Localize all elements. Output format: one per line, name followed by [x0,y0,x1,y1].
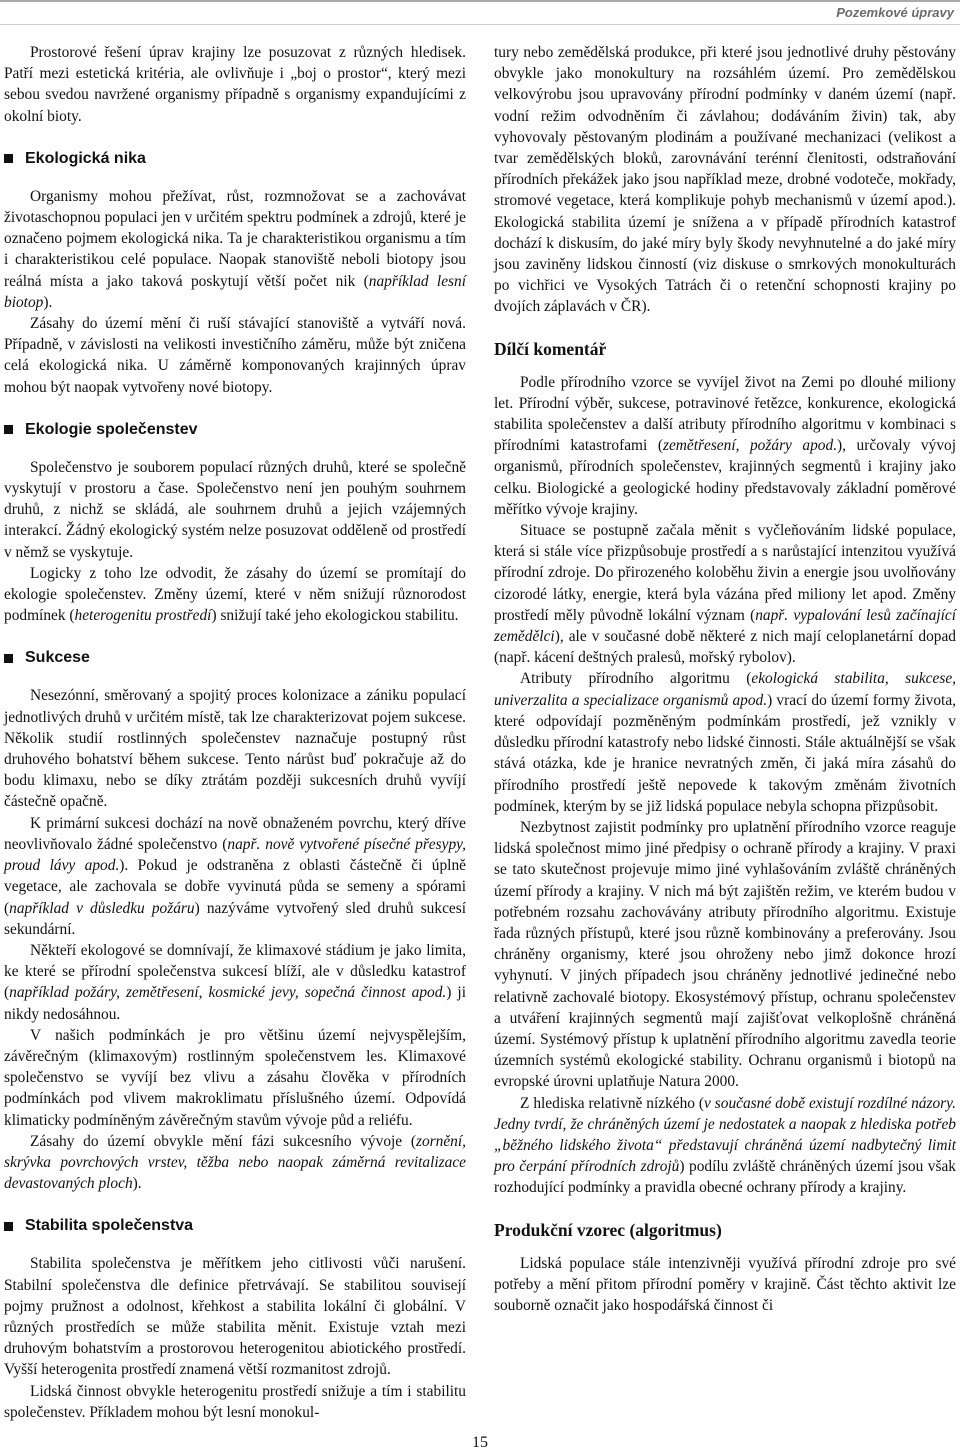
paragraph [4,186,466,313]
paragraph: Nezbytnost zajistit podmínky pro uplatnění přírodního vzorce reaguje lidská společnost mimo jiné předpisy o ochraně přírody a krajiny. V praxi se tato skutečnost projevuje mimo jiné vyhlašováním zvláště chráněných území přírody a krajiny. V nich má být zajištěn režim, ve kterém budou v potřebném rozsahu zachovávány atributy přírodního algoritmu. Existuje řada různých přístupů, které jsou různě kombinovány a preferovány. Jsou chráněny organismy, které jsou ohroženy nebo jimž dokonce hrozí vyhynutí. V jiných případech jsou chráněny jednotlivé jedinečné nebo relativně zachovalé biotopy. Ekosystémový přístup, ochranu společenstev a utváření krajinných segmentů mají zajišťovat velkoplošně chráněná území. Systémový přístup k uplatnění přírodního algoritmu zavedla teorie územních systémů ekologické stability. Ochranu organismů i biotopů na evropské úrovni uplatňuje Natura 2000. [494,818,956,1091]
text-run: Logicky z toho lze odvodit, že zásahy do území se promítají do ekologie společenstev. Změny území, které v něm snižují různorodost podmínek ( [4,564,466,625]
paragraph [494,668,956,816]
text-run: Podle přírodního vzorce se vyvíjel život na Zemi po dlouhé miliony let. Přírodní výběr, sukcese, potravinové řetězce, konkurence, ekologická stabilita společenstev a další atributy přírodního algoritmu v kombinaci s přírodními katastrofami ( [494,373,956,455]
page-number: 15 [472,1434,488,1451]
italic-run: např. vypalování lesů začínající zemědělci [494,606,956,646]
paragraph: Společenstvo je souborem populací různých druhů, které se společně vyskytují v prostoru a čase. Společenstvo není jen pouhým souhrnem druhů, z nichž se skládá, ale souhrnem druhů a jejich vzájemných interakcí. Žádný ekologický systém nelze posuzovat odděleně od prostředí v němž se vyskytuje. [4,458,466,561]
text-run: Někteří ekologové se domnívají, že klimaxové stádium je jako limita, ke které se přírodní společenstva sukcesí blíží, ale v důsledku katastrof ( [4,941,466,1002]
text-run: Situace se postupně začala měnit s vyčleňováním lidské populace, která si stále více přizpůsobuje prostředí a s narůstající intenzitou využívá přírodní zdroje. Do přirozeného koloběhu živin a energie jsou uvolňovány cizorodé látky, energie, která byla vázána před miliony let apod. Změny prostředí měly původně lokální význam ( [494,522,956,624]
paragraph: V našich podmínkách je pro většinu území nejvyspělejším, závěrečným (klimaxovým) rostlinným společenstvem les. Klimaxové společenstvo se vyvíjí bez vlivu a zásahu člověka v přírodních podmínkách pod vlivem makroklimatu příslušného území. Odpovídá klimaticky podmíněným závěrečným stavům vývoje půd a reliéfu. [4,1026,466,1129]
text-run: ). Pokud je odstraněna z oblasti částečně či úplně vegetace, ale zachovala se dobře vyvinutá půda se semeny a spórami ( [4,857,466,917]
square-bullet-icon [4,154,13,163]
paragraph [494,520,956,668]
section-title: Sukcese [25,649,90,667]
paragraph: Nesezónní, směrovaný a spojitý proces kolonizace a zániku populací jednotlivých druhů v určitém místě, tak lze charakterizovat pojem sukcese. Několik studií rostlinných společenstev naznačuje postupný růst druhového bohatství během sukcese. Tento nárůst buď pokračuje až do bodu klimaxu, nebo se díky ztrátám později sukcesních druhů vyvíjí částečně opačně. [4,687,466,811]
paragraph: Zásahy do území mění či ruší stávající stanoviště a vytváří nová. Případně, v závislosti na velikosti investičního záměru, může být zničena celá ekologická nika. U záměrně komponovaných krajinných úprav mohou být naopak vytvořeny nové biotopy. [4,315,466,396]
paragraph [4,563,466,627]
section-title: Stabilita společenstva [25,1217,194,1235]
text-run: ), ale v současné době některé z nich mají celoplanetární dopad (např. kácení deštných pralesů, mořský rybolov). [494,628,956,667]
paragraph: tury nebo zemědělská produkce, při které jsou jednotlivé druhy pěstovány obvykle jako monokultury na rozsáhlém území. Pro zemědělskou velkovýrobu jsou upravovány přírodní podmínky v daném území (např. vodní režim odvodněním či závlahou; dodáváním živin) tak, aby vyhovovaly pěstovaným plodinám a používané mechanizaci (velikost a tvar zemědělských bloků, zarovnávání terénní členitosti, odstraňování přírodních překážek jako jsou například meze, drobné vodoteče, mokřady, stromové vegetace, která komplikuje pohyb mechanismů v území apod.). Ekologická stabilita území je snížena a v případě přírodních katastrof dochází k diskusím, do jaké míry byly škody nevyhnutelné a do jaké míry jsou zaviněny lidskou činností (viz diskuse o smrkových monokulturách po vichřici ve Vysokých Tatrách či o retenční schopnosti krajiny po dvojích záplavách v ČR). [494,44,956,316]
left-column [4,42,466,1423]
square-bullet-icon [4,425,13,434]
text-run: K primární sukcesi dochází na nově obnaženém povrchu, který dříve neovlivňovalo žádné společenstvo ( [4,814,466,853]
header-bar [0,0,960,25]
section-heading [4,648,466,668]
text-run: Z hlediska relativně nízkého ( [520,1094,705,1112]
text-run: ) nazýváme vytvořený sled druhů sukcesí sekundární. [4,899,466,938]
paragraph [494,372,956,520]
subsection-heading: Dílčí komentář [494,338,607,359]
paragraph: Prostorové řešení úprav krajiny lze posuzovat z různých hledisek. Patří mezi estetická kritéria, ale ovlivňuje i „boj o prostor“, který mezi sebou svedou navržené organismy případně s organismy expandujícími z okolní bioty. [4,44,466,125]
italic-run: například v důsledku požáru [9,899,195,917]
paragraph [4,1131,466,1195]
paragraph [4,813,466,940]
text-run: ). [43,293,53,311]
section-heading [4,149,466,169]
italic-run: například požáry, zemětřesení, kosmické jevy, sopečná činnost apod. [9,984,447,1002]
italic-run: heterogenitu prostředí [74,607,212,625]
text-run: ), určovaly vývoj organismů, přírodních společenstev, krajinných segmentů i krajiny jako celku. Biologické a geologické hodiny představovaly základní poměrové měřítko vývoje krajiny. [494,437,956,518]
section-label: Pozemkové úpravy [836,5,954,20]
text-run: ) ji nikdy nedosáhnou. [4,984,466,1023]
paragraph: Lidská činnost obvykle heterogenitu prostředí snižuje a tím i stabilitu společenstev. Příkladem mohou být lesní monokul- [4,1382,466,1421]
italic-run: například lesní biotop [4,272,466,311]
paragraph [4,940,466,1025]
paragraph: Stabilita společenstva je měřítkem jeho citlivosti vůči narušení. Stabilní společenstva dle definice přetrvávají. Se stabilitou souvisejí pojmy pružnost a odolnost, křehkost a stabilita lokální či globální. V různých prostředích se může stabilita měnit. Existuje vztah mezi druhovým bohatstvím a prostorovou heterogenitou abiotického prostředí. Vyšší heterogenita prostředí znamená větší rozmanitost zdrojů. [4,1255,466,1379]
right-column [494,42,956,1316]
italic-run: zemětřesení, požáry apod. [662,437,838,455]
italic-run: např. nově vytvořené písečné přesypy, proud lávy apod. [4,835,466,875]
text-run: ) vrací do území formy života, které odpovídají pozměněným podmínkám prostředí, jež vznikly v důsledku přírodní katastrofy nebo lidské činnosti. Stále aktuálnější se však stává otázka, kde je hranice nevratných změn, či jaká míra zásahů do přírodního prostředí ještě nepovede k takovým změnám životních podmínek, kterým by se již lidská populace nebyla schopna přizpůsobit. [494,691,957,815]
italic-run: v současné době existují rozdílné názory. Jedny tvrdí, že chráněných území je nedostatek a naopak z hlediska potřeb „běžného lidského života“ představují chráněná území nadbytečný limit pro čerpání přírodních zdrojů [494,1094,956,1176]
subsection-heading: Produkční vzorec (algoritmus) [494,1219,722,1240]
text-run: Organismy mohou přežívat, růst, rozmnožovat se a zachovávat životaschopnou populaci jen v určitém spektru podmínek a zdrojů, které je označeno pojmem ekologická nika. Ta je charakteristikou organismu a tím i charakteristikou celé populace. Naopak stanoviště neboli biotopy jsou reálná místa a jako taková poskytují větší počet nik ( [4,187,466,290]
paragraph: Lidská populace stále intenzivněji využívá přírodní zdroje pro své potřeby a mění přitom přírodní poměry v krajině. Část těchto aktivit lze souborně označit jako hospodářská činnost či [494,1254,956,1314]
text-run: Atributy přírodního algoritmu ( [520,670,752,688]
text-run: ). [132,1175,142,1193]
section-title: Ekologie společenstev [25,420,198,438]
text-run: Zásahy do území obvykle mění fázi sukcesního vývoje ( [30,1132,416,1150]
text-run: ) snižují také jeho ekologickou stabilitu. [211,607,459,625]
square-bullet-icon [4,654,13,663]
section-heading [4,1216,466,1236]
section-title: Ekologická nika [25,149,146,167]
paragraph [494,1093,956,1199]
italic-run: zornění, skrývka povrchových vrstev, těžba nebo naopak záměrná revitalizace devastovaných ploch [4,1132,466,1193]
section-heading [4,420,466,440]
italic-run: ekologická stabilita, sukcese, univerzalita a specializace organismů apod. [494,670,956,709]
square-bullet-icon [4,1222,13,1231]
text-run: ) podílu zvláště chráněných území jsou však rozhodující podmínky a pravidla obecné ochrany přírody a krajiny. [494,1158,956,1197]
